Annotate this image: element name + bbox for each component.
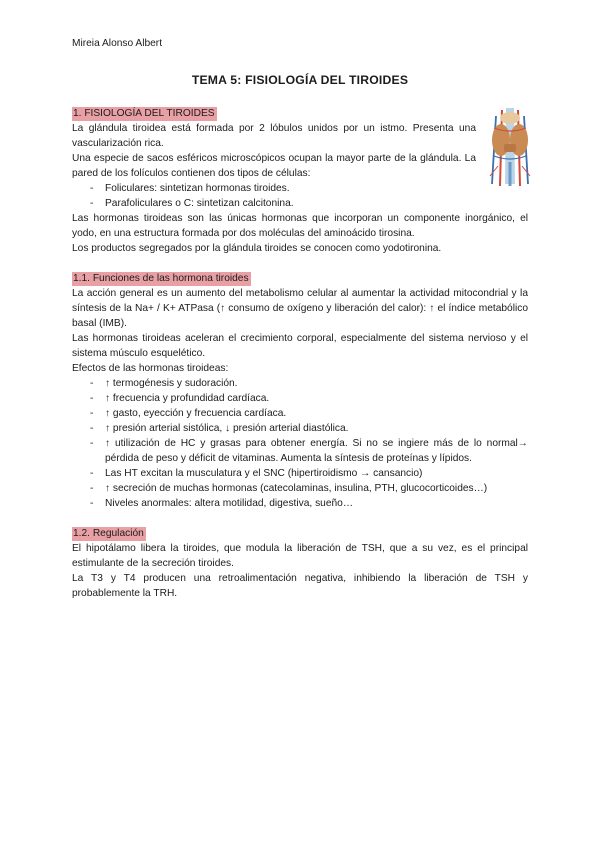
list-item: - ↑ secreción de muchas hormonas (catecolaminas, insulina, PTH, glucocorticoides…) xyxy=(72,481,528,496)
list-item: - ↑ termogénesis y sudoración. xyxy=(72,376,528,391)
paragraph: La T3 y T4 producen una retroalimentación negativa, inhibiendo la liberación de TSH y probablemente la TRH. xyxy=(72,573,528,599)
document-body xyxy=(72,106,528,601)
section-fisiologia xyxy=(72,106,528,256)
paragraph: El hipotálamo libera la tiroides, que modula la liberación de TSH, que a su vez, es el principal estimulante de la secreción tiroides. xyxy=(72,543,528,569)
paragraph: La acción general es un aumento del metabolismo celular al aumentar la actividad mitocondrial y la síntesis de la Na+ / K+ ATPasa (↑ consumo de oxígeno y liberación del calor): ↑ el índice metabólico basal (IMB). xyxy=(72,288,528,329)
list-item: - Parafoliculares o C: sintetizan calcitonina. xyxy=(72,196,528,211)
section-funciones xyxy=(72,271,528,511)
paragraph: Las hormonas tiroideas aceleran el crecimiento corporal, especialmente del sistema nervioso y el sistema músculo esquelético. xyxy=(72,333,528,359)
paragraph: Una especie de sacos esféricos microscópicos ocupan la mayor parte de la glándula. La pared de los folículos contienen dos tipos de células: xyxy=(72,153,476,179)
paragraph: Las hormonas tiroideas son las únicas hormonas que incorporan un componente inorgánico, el yodo, en una estructura formada por dos moléculas del aminoácido tirosina. xyxy=(72,213,528,239)
paragraph: Los productos segregados por la glándula tiroides se conocen como yodotironina. xyxy=(72,243,442,254)
section-heading-funciones: 1.1. Funciones de las hormona tiroides xyxy=(73,273,249,284)
list-item: - ↑ frecuencia y profundidad cardíaca. xyxy=(72,391,528,406)
section-heading-fisiologia: 1. FISIOLOGÍA DEL TIROIDES xyxy=(73,108,215,119)
list-item: - Foliculares: sintetizan hormonas tiroides. xyxy=(72,181,528,196)
cell-types-list xyxy=(72,181,528,211)
author-name: Mireia Alonso Albert xyxy=(72,38,163,49)
paragraph: Efectos de las hormonas tiroideas: xyxy=(72,363,229,374)
section-heading-regulacion: 1.2. Regulación xyxy=(73,528,144,539)
list-item: - ↑ gasto, eyección y frecuencia cardíaca. xyxy=(72,406,528,421)
list-item: - Niveles anormales: altera motilidad, digestiva, sueño… xyxy=(72,496,528,511)
list-item: - ↑ utilización de HC y grasas para obtener energía. Si no se ingiere más de lo normal→ pérdida de peso y déficit de vitaminas. Aumenta la síntesis de proteínas y lípidos. xyxy=(72,436,528,466)
page-title: TEMA 5: FISIOLOGÍA DEL TIROIDES xyxy=(191,73,409,87)
list-item: - Las HT excitan la musculatura y el SNC (hipertiroidismo → cansancio) xyxy=(72,466,528,481)
effects-list xyxy=(72,376,528,511)
section-regulacion xyxy=(72,526,528,601)
list-item: - ↑ presión arterial sistólica, ↓ presión arterial diastólica. xyxy=(72,421,528,436)
paragraph: La glándula tiroidea está formada por 2 lóbulos unidos por un istmo. Presenta una vascularización rica. xyxy=(72,123,476,149)
